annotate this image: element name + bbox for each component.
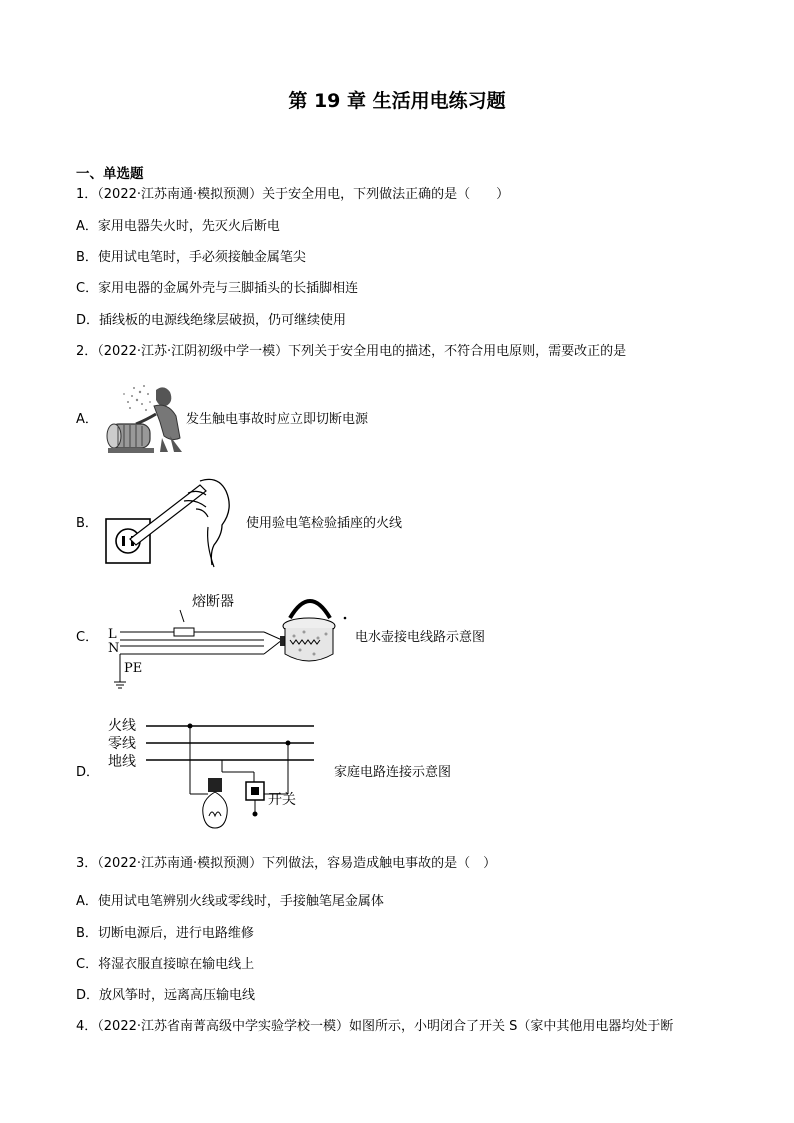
q2-option-b-letter: B． (76, 516, 98, 531)
q2-option-c-caption: 电水壶接电线路示意图 (355, 630, 486, 645)
neutral-wire-label: N (108, 641, 120, 656)
switch-label: 开关 (268, 792, 296, 808)
test-pen-socket-illustration (104, 475, 244, 571)
page-title: 第 19 章 生活用电练习题 (288, 90, 506, 112)
q3-stem: 3．（2022·江苏南通·模拟预测）下列做法，容易造成触电事故的是（ ） (76, 856, 497, 871)
q2-option-a-letter: A． (76, 412, 98, 427)
live-line-label: 火线 (108, 718, 136, 734)
q2-option-a-caption: 发生触电事故时应立即切断电源 (186, 412, 369, 427)
neutral-line-label: 零线 (108, 736, 136, 752)
ground-wire-label: PE (124, 661, 143, 676)
q4-stem: 4．（2022·江苏省南菁高级中学实验学校一模）如图所示，小明闭合了开关 S（家中其他用电器均处于断 (76, 1019, 674, 1034)
live-wire-label: L (108, 627, 117, 642)
q2-option-b-caption: 使用验电笔检验插座的火线 (246, 516, 403, 531)
q2-option-d-letter: D． (76, 765, 100, 780)
q1-option-a: A．家用电器失火时，先灭火后断电 (76, 219, 280, 234)
q1-option-c: C．家用电器的金属外壳与三脚插头的长插脚相连 (76, 281, 359, 296)
q2-option-c-letter: C． (76, 630, 99, 645)
q2-option-d-caption: 家庭电路连接示意图 (334, 765, 452, 780)
q3-option-b: B．切断电源后，进行电路维修 (76, 926, 254, 941)
kettle-circuit-diagram (104, 588, 354, 692)
household-circuit-diagram (104, 712, 324, 834)
q3-option-c: C．将湿衣服直接晾在输电线上 (76, 957, 255, 972)
q1-option-b: B．使用试电笔时，手必须接触金属笔尖 (76, 250, 306, 265)
ground-line-label: 地线 (108, 754, 136, 770)
q2-stem: 2．（2022·江苏·江阴初级中学一模）下列关于安全用电的描述，不符合用电原则，需要改正的是 (76, 344, 627, 359)
fuse-label: 熔断器 (192, 594, 234, 610)
q1-stem: 1．（2022·江苏南通·模拟预测）关于安全用电，下列做法正确的是（ ） (76, 187, 510, 202)
q1-option-d: D．插线板的电源线绝缘层破损，仍可继续使用 (76, 313, 347, 328)
electric-shock-illustration (104, 380, 186, 456)
q3-option-d: D．放风筝时，远离高压输电线 (76, 988, 256, 1003)
q3-option-a: A．使用试电笔辨别火线或零线时，手接触笔尾金属体 (76, 894, 384, 909)
section-heading: 一、单选题 (76, 166, 144, 182)
